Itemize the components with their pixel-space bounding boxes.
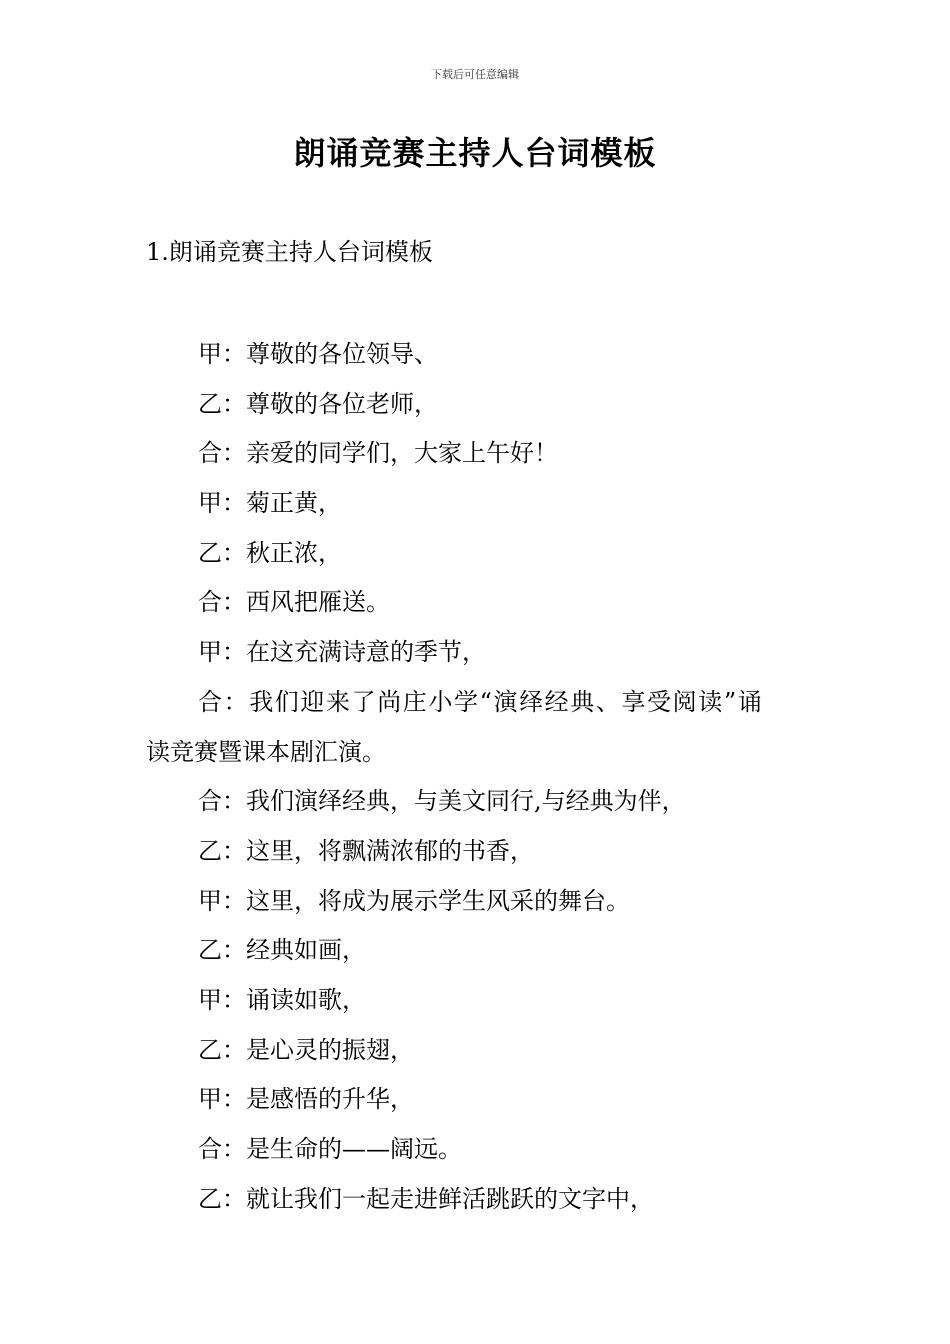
header-note: 下载后可任意编辑 [431, 68, 519, 81]
script-line: 甲：尊敬的各位领导、 [198, 340, 438, 368]
script-line: 甲：诵读如歌， [198, 985, 366, 1014]
script-line: 甲：这里，将成为展示学生风采的舞台。 [198, 886, 630, 915]
script-line: 甲：菊正黄， [198, 489, 342, 518]
script-line: 乙：秋正浓， [198, 538, 342, 567]
section-heading: 1.朗诵竞赛主持人台词模板 [146, 238, 433, 266]
script-line: 合：亲爱的同学们，大家上午好！ [198, 439, 558, 468]
script-line: 合：西风把雁送。 [198, 588, 390, 617]
script-line: 合：是生命的——阔远。 [198, 1135, 462, 1163]
script-line: 乙：就让我们一起走进鲜活跳跃的文字中， [198, 1184, 654, 1213]
script-line: 乙：是心灵的振翅， [198, 1035, 414, 1064]
script-line: 合：我们演绎经典，与美文同行,与经典为伴， [198, 787, 686, 816]
script-line: 乙：尊敬的各位老师， [198, 389, 438, 418]
script-body [146, 330, 806, 1224]
script-line: 甲：是感悟的升华， [198, 1085, 414, 1114]
script-line-continuation: 读竞赛暨课本剧汇演。 [146, 737, 386, 766]
script-line: 合：我们迎来了尚庄小学“演绎经典、享受阅读”诵 [198, 687, 764, 716]
script-line: 甲：在这充满诗意的季节， [198, 638, 486, 667]
document-title: 朗诵竞赛主持人台词模板 [293, 134, 657, 172]
script-line: 乙：经典如画， [198, 936, 366, 965]
script-line: 乙：这里，将飘满浓郁的书香， [198, 836, 534, 865]
